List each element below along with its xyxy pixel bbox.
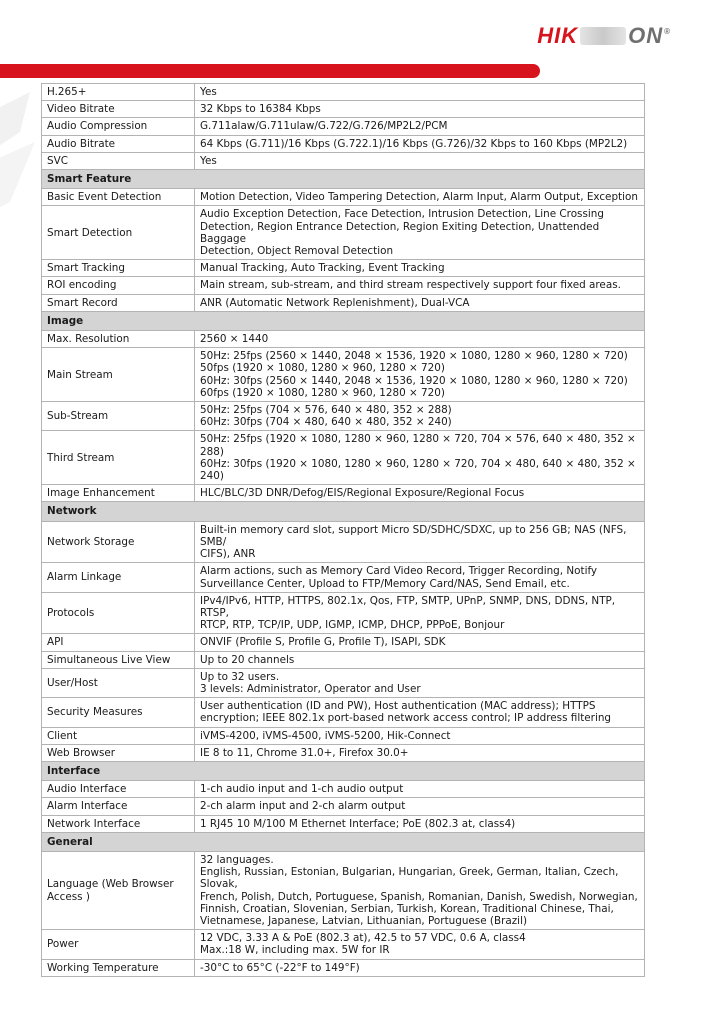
- spec-value: 1-ch audio input and 1-ch audio output: [195, 781, 645, 798]
- spec-label: Alarm Linkage: [42, 563, 195, 592]
- spec-row: [42, 930, 645, 959]
- header-red-band: [0, 64, 540, 78]
- spec-row: [42, 563, 645, 592]
- spec-label: Security Measures: [42, 698, 195, 727]
- spec-value: 50Hz: 25fps (2560 × 1440, 2048 × 1536, 1920 × 1080, 1280 × 960, 1280 × 720) 50fps (1920 × 1080, 1280 × 960, 1280 × 720) 60Hz: 30fps (2560 × 1440, 2048 × 1536, 1920 × 1080, 1280 × 960, 1280 × 720) 60fps (1920 × 1080, 1280 × 960, 1280 × 720): [195, 348, 645, 402]
- spec-label: H.265+: [42, 84, 195, 101]
- spec-row: [42, 152, 645, 169]
- spec-label: Audio Compression: [42, 118, 195, 135]
- spec-row: [42, 485, 645, 502]
- spec-label: Alarm Interface: [42, 798, 195, 815]
- spec-label: Smart Detection: [42, 206, 195, 260]
- spec-label: Client: [42, 727, 195, 744]
- spec-value: 1 RJ45 10 M/100 M Ethernet Interface; PoE (802.3 at, class4): [195, 815, 645, 832]
- spec-row: [42, 118, 645, 135]
- spec-row: [42, 634, 645, 651]
- spec-row: [42, 277, 645, 294]
- spec-label: Simultaneous Live View: [42, 651, 195, 668]
- spec-label: Network Storage: [42, 521, 195, 563]
- spec-row: [42, 84, 645, 101]
- spec-row: [42, 781, 645, 798]
- spec-row: [42, 592, 645, 634]
- spec-row: [42, 851, 645, 929]
- spec-value: Up to 20 channels: [195, 651, 645, 668]
- spec-value: 64 Kbps (G.711)/16 Kbps (G.722.1)/16 Kbps (G.726)/32 Kbps to 160 Kbps (MP2L2): [195, 135, 645, 152]
- spec-value: Manual Tracking, Auto Tracking, Event Tracking: [195, 260, 645, 277]
- spec-value: 50Hz: 25fps (1920 × 1080, 1280 × 960, 1280 × 720, 704 × 576, 640 × 480, 352 × 288) 60Hz: 30fps (1920 × 1080, 1280 × 960, 1280 × 720, 704 × 480, 640 × 480, 352 × 240): [195, 431, 645, 485]
- spec-row: [42, 651, 645, 668]
- spec-label: API: [42, 634, 195, 651]
- spec-row: [42, 206, 645, 260]
- spec-value: Built-in memory card slot, support Micro SD/SDHC/SDXC, up to 256 GB; NAS (NFS, SMB/ CIFS), ANR: [195, 521, 645, 563]
- section-title: Image: [42, 311, 645, 330]
- spec-value: iVMS-4200, iVMS-4500, iVMS-5200, Hik-Connect: [195, 727, 645, 744]
- spec-label: Network Interface: [42, 815, 195, 832]
- logo-registered-mark: ®: [664, 27, 671, 36]
- spec-label: Basic Event Detection: [42, 189, 195, 206]
- section-title: General: [42, 832, 645, 851]
- spec-label: Working Temperature: [42, 959, 195, 976]
- logo-text-right: ON: [628, 23, 664, 48]
- spec-table-body: [42, 84, 645, 977]
- spec-label: SVC: [42, 152, 195, 169]
- spec-row: [42, 101, 645, 118]
- spec-label: Third Stream: [42, 431, 195, 485]
- spec-row: [42, 798, 645, 815]
- section-title: Network: [42, 502, 645, 521]
- spec-value: G.711alaw/G.711ulaw/G.722/G.726/MP2L2/PCM: [195, 118, 645, 135]
- spec-label: Max. Resolution: [42, 331, 195, 348]
- section-title: Smart Feature: [42, 170, 645, 189]
- spec-label: Main Stream: [42, 348, 195, 402]
- spec-row: [42, 135, 645, 152]
- spec-label: Video Bitrate: [42, 101, 195, 118]
- spec-label: Language (Web Browser Access ): [42, 851, 195, 929]
- spec-value: Up to 32 users. 3 levels: Administrator, Operator and User: [195, 668, 645, 697]
- spec-row: [42, 521, 645, 563]
- spec-label: Image Enhancement: [42, 485, 195, 502]
- section-header-row: [42, 502, 645, 521]
- spec-label: Web Browser: [42, 744, 195, 761]
- spec-value: Yes: [195, 152, 645, 169]
- spec-label: Smart Record: [42, 294, 195, 311]
- spec-value: Yes: [195, 84, 645, 101]
- spec-value: IE 8 to 11, Chrome 31.0+, Firefox 30.0+: [195, 744, 645, 761]
- spec-value: 12 VDC, 3.33 A & PoE (802.3 at), 42.5 to 57 VDC, 0.6 A, class4 Max.:18 W, including max. 5W for IR: [195, 930, 645, 959]
- section-header-row: [42, 761, 645, 780]
- spec-row: [42, 698, 645, 727]
- spec-value: Alarm actions, such as Memory Card Video Record, Trigger Recording, Notify Surveillance Center, Upload to FTP/Memory Card/NAS, Send Email, etc.: [195, 563, 645, 592]
- logo-text-left: HIK: [537, 23, 579, 48]
- spec-label: ROI encoding: [42, 277, 195, 294]
- spec-label: Audio Interface: [42, 781, 195, 798]
- spec-row: [42, 331, 645, 348]
- spec-value: Audio Exception Detection, Face Detection, Intrusion Detection, Line Crossing Detection, Region Entrance Detection, Region Exiting Detection, Unattended Baggage Detection, Object Removal Detection: [195, 206, 645, 260]
- spec-value: 2-ch alarm input and 2-ch alarm output: [195, 798, 645, 815]
- section-header-row: [42, 832, 645, 851]
- spec-row: [42, 815, 645, 832]
- spec-table: [41, 83, 645, 977]
- spec-value: ONVIF (Profile S, Profile G, Profile T), ISAPI, SDK: [195, 634, 645, 651]
- spec-value: 32 languages. English, Russian, Estonian, Bulgarian, Hungarian, Greek, German, Italian, Czech, Slovak, French, Polish, Dutch, Portuguese, Spanish, Romanian, Danish, Swedish, Norwegian, Finnish, Croatian, Slovenian, Serbian, Turkish, Korean, Traditional Chinese, Thai, Vietnamese, Japanese, Latvian, Lithuanian, Portuguese (Brazil): [195, 851, 645, 929]
- spec-value: 32 Kbps to 16384 Kbps: [195, 101, 645, 118]
- spec-row: [42, 744, 645, 761]
- section-header-row: [42, 311, 645, 330]
- spec-value: 2560 × 1440: [195, 331, 645, 348]
- spec-row: [42, 348, 645, 402]
- spec-value: HLC/BLC/3D DNR/Defog/EIS/Regional Exposure/Regional Focus: [195, 485, 645, 502]
- spec-value: Main stream, sub-stream, and third stream respectively support four fixed areas.: [195, 277, 645, 294]
- spec-label: Audio Bitrate: [42, 135, 195, 152]
- spec-row: [42, 294, 645, 311]
- spec-row: [42, 260, 645, 277]
- section-title: Interface: [42, 761, 645, 780]
- section-header-row: [42, 170, 645, 189]
- spec-value: IPv4/IPv6, HTTP, HTTPS, 802.1x, Qos, FTP, SMTP, UPnP, SNMP, DNS, DDNS, NTP, RTSP, RTCP, RTP, TCP/IP, UDP, IGMP, ICMP, DHCP, PPPoE, Bonjour: [195, 592, 645, 634]
- spec-value: 50Hz: 25fps (704 × 576, 640 × 480, 352 × 288) 60Hz: 30fps (704 × 480, 640 × 480, 352 × 240): [195, 402, 645, 431]
- spec-row: [42, 727, 645, 744]
- spec-value: ANR (Automatic Network Replenishment), Dual-VCA: [195, 294, 645, 311]
- logo-blurred-segment: [580, 27, 626, 45]
- spec-value: Motion Detection, Video Tampering Detection, Alarm Input, Alarm Output, Exception: [195, 189, 645, 206]
- spec-value: -30°C to 65°C (-22°F to 149°F): [195, 959, 645, 976]
- brand-logo: [537, 24, 671, 48]
- spec-row: [42, 959, 645, 976]
- spec-row: [42, 668, 645, 697]
- spec-label: Smart Tracking: [42, 260, 195, 277]
- spec-value: User authentication (ID and PW), Host authentication (MAC address); HTTPS encryption; IEEE 802.1x port-based network access control; IP address filtering: [195, 698, 645, 727]
- spec-label: Power: [42, 930, 195, 959]
- spec-row: [42, 402, 645, 431]
- spec-row: [42, 189, 645, 206]
- spec-label: Sub-Stream: [42, 402, 195, 431]
- spec-row: [42, 431, 645, 485]
- spec-label: User/Host: [42, 668, 195, 697]
- spec-label: Protocols: [42, 592, 195, 634]
